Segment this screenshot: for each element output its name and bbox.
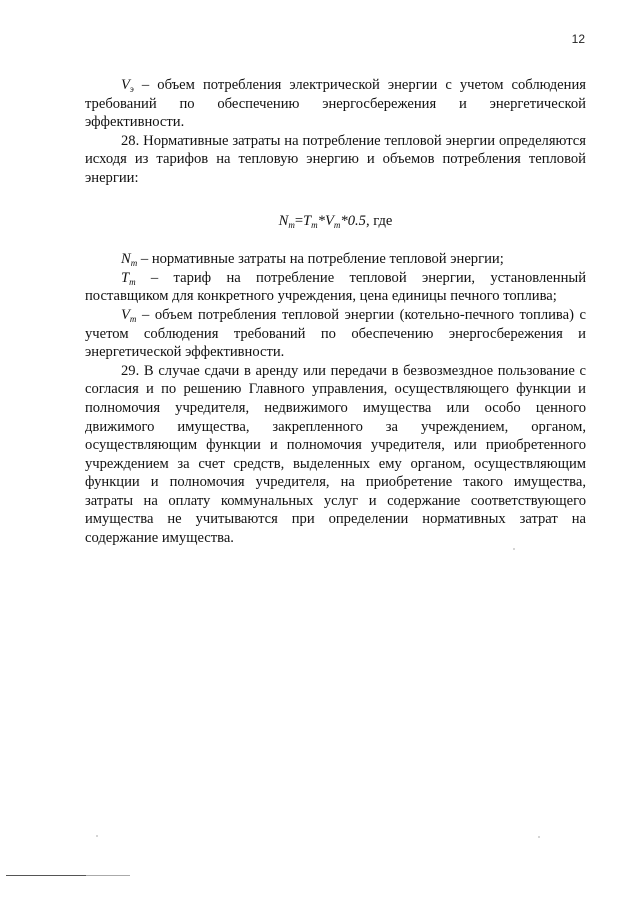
formula-heat-cost [85,212,586,231]
formula-n-subscript: т [288,219,295,230]
var-n: N [121,251,131,268]
definition-vt [85,306,586,362]
clause-28: 28. Нормативные затраты на потребление тепловой энергии определяются исходя из тарифов на тепловую энергию и объемов потребления тепловой энергии: [85,132,586,186]
var-vt: V [121,306,130,323]
page-number: 12 [571,32,585,46]
footer-rule [6,875,86,876]
formula-n: N [278,212,289,229]
definition-tt [85,269,586,306]
definition-vt-text: – объем потребления тепловой энергии (котельно-печного топлива) с учетом соблюдения требований по обеспечению энергосбережения и энергетической эффективности. [85,306,586,361]
formula-t-subscript: т [311,219,318,230]
clause-29: 29. В случае сдачи в аренду или передачи в безвозмездное пользование с согласия и по решению Главного управления, осуществляющего функции и полномочия учредителя, недвижимого имущества или особо ценного движимого имущества, закрепленного за учреждением, органом, осуществляющим функции и полномочия учредителя, или приобретенного учреждением за счет средств, выделенных ему органом, осуществляющим функции и полномочия учредителя, на приобретение такого имущества, затраты на оплату коммунальных услуг и содержание соответствующего имущества не учитываются при определении нормативных затрат на содержание имущества. [85,362,586,547]
var-vt-subscript: т [129,313,137,324]
var-n-subscript: т [130,258,138,269]
formula-v-subscript: т [333,219,341,230]
definition-nt [85,250,586,269]
formula-t: T [303,212,312,229]
definition-tt-text: – тариф на потребление тепловой энергии, установленный поставщиком для конкретного учреждения, цена единицы печного топлива; [85,269,586,305]
var-v: V [121,77,130,93]
scan-speck [538,836,540,838]
scan-speck [513,548,515,550]
var-v-subscript: э [129,84,134,94]
formula-coefficient: *0.5 [340,212,366,229]
footer-rule [86,875,130,876]
var-t: T [121,269,130,286]
definition-nt-text: – нормативные затраты на потребление тепловой энергии; [137,251,504,268]
scan-speck [96,835,98,837]
formula-multiply: * [317,212,325,229]
definition-ve-text: – объем потребления электрической энергии с учетом соблюдения требований по обеспечению энергосбережения и энергетической эффективности. [85,77,586,131]
definition-ve [85,76,586,132]
formula-equals: = [294,212,304,229]
var-t-subscript: т [129,276,136,287]
document-body [85,76,586,548]
formula-where: , где [365,212,393,229]
formula-v: V [324,212,334,229]
